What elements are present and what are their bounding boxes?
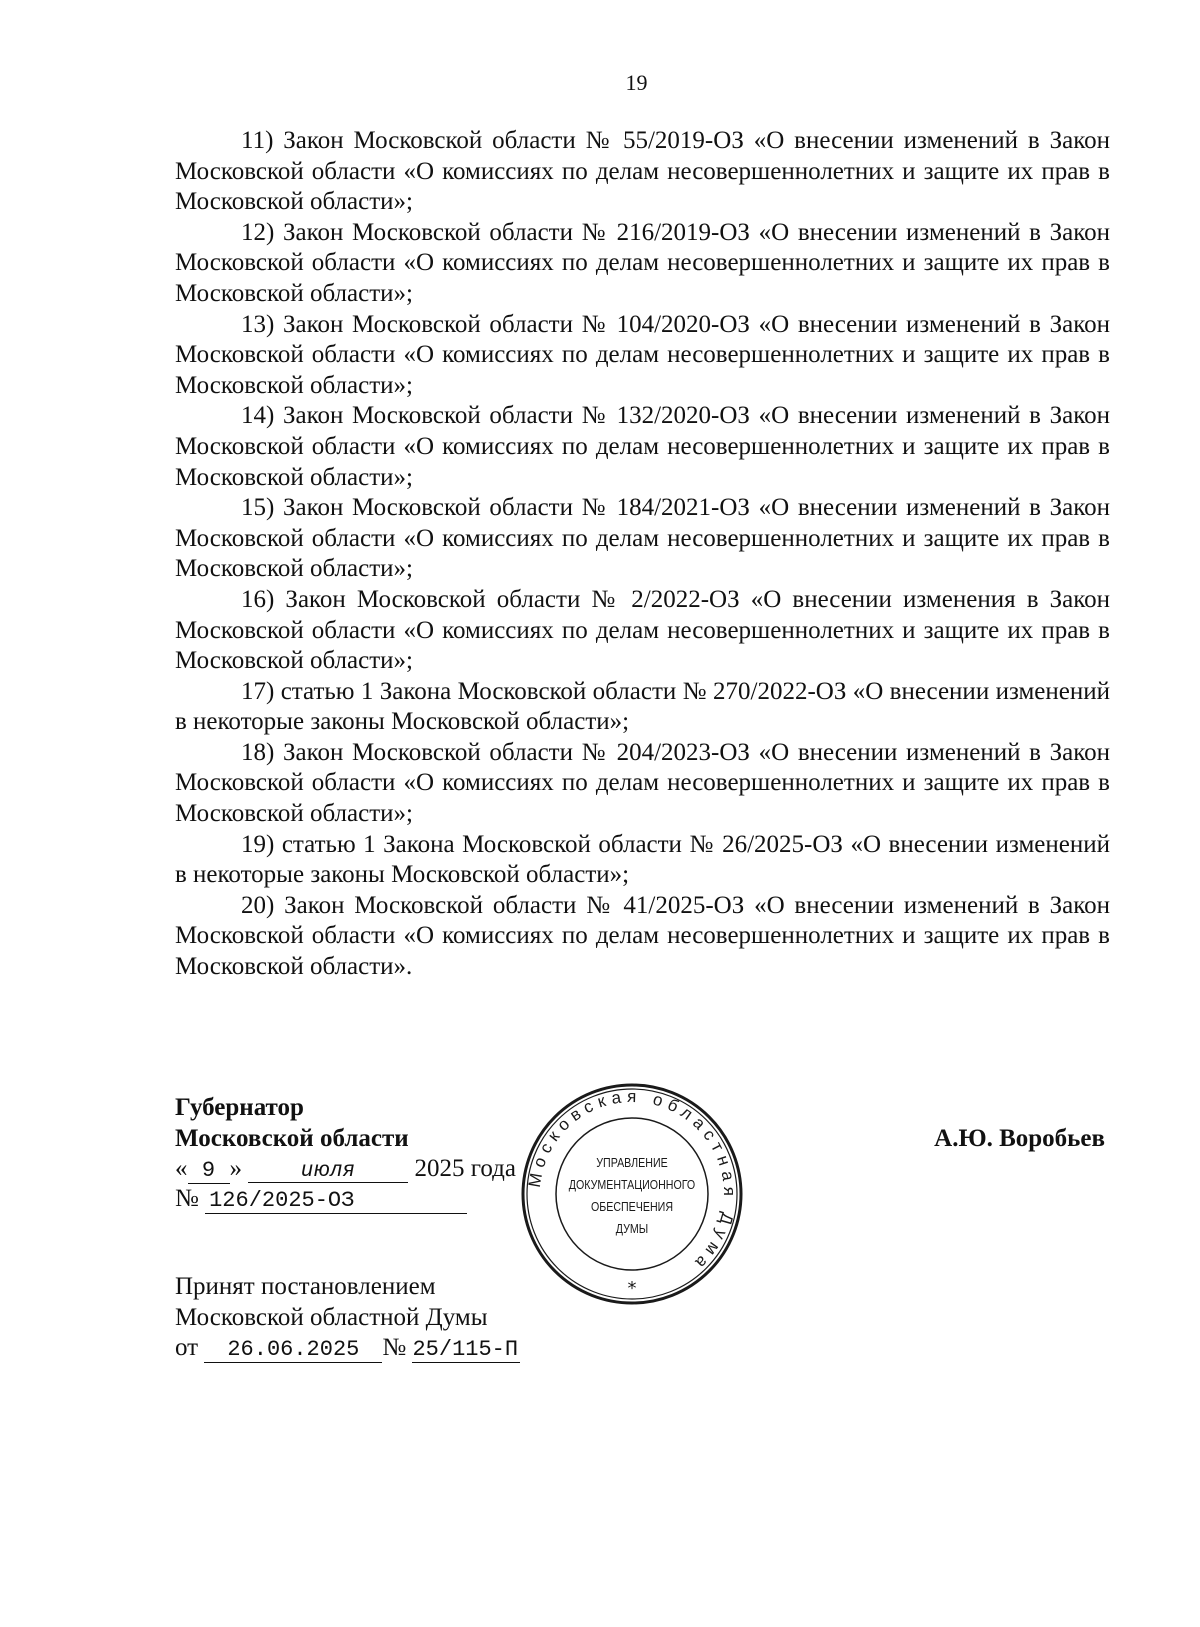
governor-title-line1: Губернатор [175,1094,304,1121]
page-number: 19 [625,70,648,95]
law-number-line [175,1184,467,1215]
law-number: 126/2025-ОЗ [205,1189,467,1214]
adoption-line1: Принят постановлением [175,1273,436,1300]
list-item: 15) Закон Московской области № 184/2021-ОЗ «О внесении изменений в Закон Московской области «О комиссиях по делам несовершеннолетних и защите их прав в Московской области»; [175,494,1110,583]
official-seal-stamp [520,1082,744,1306]
list-item: 17) статью 1 Закона Московской области № 270/2022-ОЗ «О внесении изменений в некоторые законы Московской области»; [175,677,1110,736]
number-sign: № [175,1185,199,1212]
list-item: 20) Закон Московской области № 41/2025-ОЗ «О внесении изменений в Закон Московской области «О комиссиях по делам несовершеннолетних и защите их прав в Московской области». [175,891,1110,981]
seal-star: * [627,1278,637,1299]
signatory-name: А.Ю. Воробьев [934,1125,1105,1152]
adoption-date: 26.06.2025 [204,1338,382,1363]
list-item: 19) статью 1 Закона Московской области № 26/2025-ОЗ «О внесении изменений в некоторые законы Московской области»; [175,830,1110,889]
adoption-block [175,1272,520,1364]
seal-center-line: УПРАВЛЕНИЕ [596,1154,668,1171]
close-quote: » [229,1155,242,1182]
seal-center-line: ДУМЫ [615,1220,649,1237]
adoption-date-line [175,1333,520,1364]
adoption-number: 25/115-П [412,1338,520,1363]
governor-title-line2: Московской области [175,1124,409,1152]
seal-ring-text: Московская областная Дума [524,1086,740,1277]
seal-center-line: ДОКУМЕНТАЦИОННОГО [568,1176,696,1193]
adoption-line2: Московской областной Думы [175,1303,488,1331]
adoption-number-sign: № [382,1334,407,1362]
seal-center-line: ОБЕСПЕЧЕНИЯ [590,1198,674,1215]
signing-day: 9 [188,1159,230,1184]
list-item: 16) Закон Московской области № 2/2022-ОЗ «О внесении изменения в Закон Московской области «О комиссиях по делам несовершеннолетних и защите их прав в Московской области»; [175,585,1110,675]
seal-inner-ring [556,1118,708,1270]
list-item: 12) Закон Московской области № 216/2019-ОЗ «О внесении изменений в Закон Московской области «О комиссиях по делам несовершеннолетних и защите их прав в Московской области»; [175,218,1110,307]
signing-year: 2025 года [414,1155,516,1182]
signing-month: июля [248,1158,408,1183]
governor-title [175,1093,409,1154]
law-list [175,126,1110,983]
list-item: 18) Закон Московской области № 204/2023-ОЗ «О внесении изменений в Закон Московской области «О комиссиях по делам несовершеннолетних и защите их прав в Московской области»; [175,738,1110,828]
open-quote: « [175,1155,188,1182]
list-item: 11) Закон Московской области № 55/2019-ОЗ «О внесении изменений в Закон Московской области «О комиссиях по делам несовершеннолетних и защите их прав в Московской области»; [175,127,1110,216]
from-label: от [175,1334,199,1362]
signing-date [175,1154,516,1185]
list-item: 14) Закон Московской области № 132/2020-ОЗ «О внесении изменений в Закон Московской области «О комиссиях по делам несовершеннолетних и защите их прав в Московской области»; [175,402,1110,491]
list-item: 13) Закон Московской области № 104/2020-ОЗ «О внесении изменений в Закон Московской области «О комиссиях по делам несовершеннолетних и защите их прав в Московской области»; [175,310,1110,399]
